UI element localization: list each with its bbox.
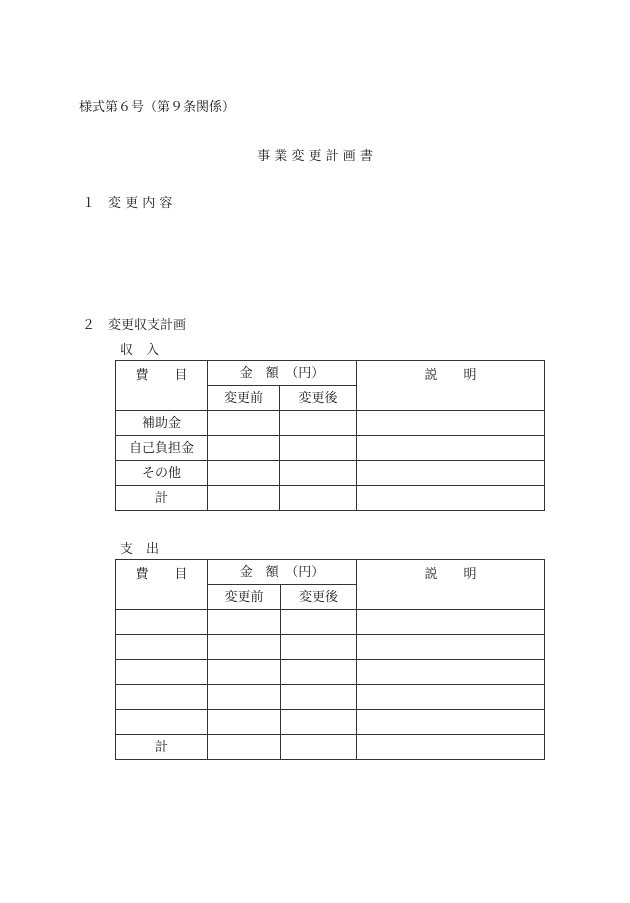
after-cell[interactable] [281, 710, 357, 735]
table-row [116, 461, 545, 486]
table-row [116, 411, 545, 436]
before-cell[interactable] [208, 685, 281, 710]
before-cell[interactable] [208, 436, 280, 461]
after-cell[interactable] [281, 635, 357, 660]
after-cell[interactable] [280, 436, 357, 461]
table-row [116, 660, 545, 685]
after-cell[interactable] [280, 486, 357, 511]
row-label[interactable] [116, 660, 208, 685]
description-cell[interactable] [357, 660, 545, 685]
row-label: 計 [116, 486, 208, 511]
after-cell[interactable] [281, 685, 357, 710]
description-cell[interactable] [357, 461, 545, 486]
expense-label: 支 出 [120, 542, 160, 557]
table-row-total [116, 735, 545, 760]
description-cell[interactable] [357, 710, 545, 735]
col-item-header: 費 目 [116, 560, 208, 610]
before-cell[interactable] [208, 486, 280, 511]
after-cell[interactable] [281, 735, 357, 760]
section-budget-plan-heading: ２ 変更収支計画 [82, 318, 187, 333]
col-item-header: 費 目 [116, 361, 208, 411]
before-cell[interactable] [208, 710, 281, 735]
description-cell[interactable] [357, 685, 545, 710]
table-row-total [116, 486, 545, 511]
row-label: その他 [116, 461, 208, 486]
description-cell[interactable] [357, 610, 545, 635]
description-cell[interactable] [357, 411, 545, 436]
col-after-header: 変更後 [281, 585, 357, 610]
table-row [116, 635, 545, 660]
income-label: 収 入 [120, 343, 160, 358]
row-label[interactable] [116, 635, 208, 660]
col-before-header: 変更前 [208, 386, 280, 411]
before-cell[interactable] [208, 635, 281, 660]
after-cell[interactable] [281, 610, 357, 635]
section-change-details-heading: １ 変 更 内 容 [82, 196, 173, 211]
col-description-header: 説 明 [357, 361, 545, 411]
col-description-header: 説 明 [357, 560, 545, 610]
before-cell[interactable] [208, 610, 281, 635]
description-cell[interactable] [357, 486, 545, 511]
before-cell[interactable] [208, 411, 280, 436]
after-cell[interactable] [281, 660, 357, 685]
row-label: 自己負担金 [116, 436, 208, 461]
before-cell[interactable] [208, 461, 280, 486]
row-label: 計 [116, 735, 208, 760]
after-cell[interactable] [280, 461, 357, 486]
table-row [116, 436, 545, 461]
table-row [116, 710, 545, 735]
row-label[interactable] [116, 685, 208, 710]
description-cell[interactable] [357, 735, 545, 760]
description-cell[interactable] [357, 635, 545, 660]
col-after-header: 変更後 [280, 386, 357, 411]
description-cell[interactable] [357, 436, 545, 461]
before-cell[interactable] [208, 735, 281, 760]
col-amount-header: 金 額 （円） [208, 560, 357, 585]
before-cell[interactable] [208, 660, 281, 685]
table-row [116, 610, 545, 635]
income-table [115, 360, 545, 511]
form-number: 様式第６号（第９条関係） [79, 100, 236, 115]
document-title: 事 業 変 更 計 画 書 [257, 149, 373, 164]
row-label: 補助金 [116, 411, 208, 436]
after-cell[interactable] [280, 411, 357, 436]
row-label[interactable] [116, 710, 208, 735]
col-before-header: 変更前 [208, 585, 281, 610]
table-row [116, 685, 545, 710]
expense-table [115, 559, 545, 760]
col-amount-header: 金 額 （円） [208, 361, 357, 386]
row-label[interactable] [116, 610, 208, 635]
